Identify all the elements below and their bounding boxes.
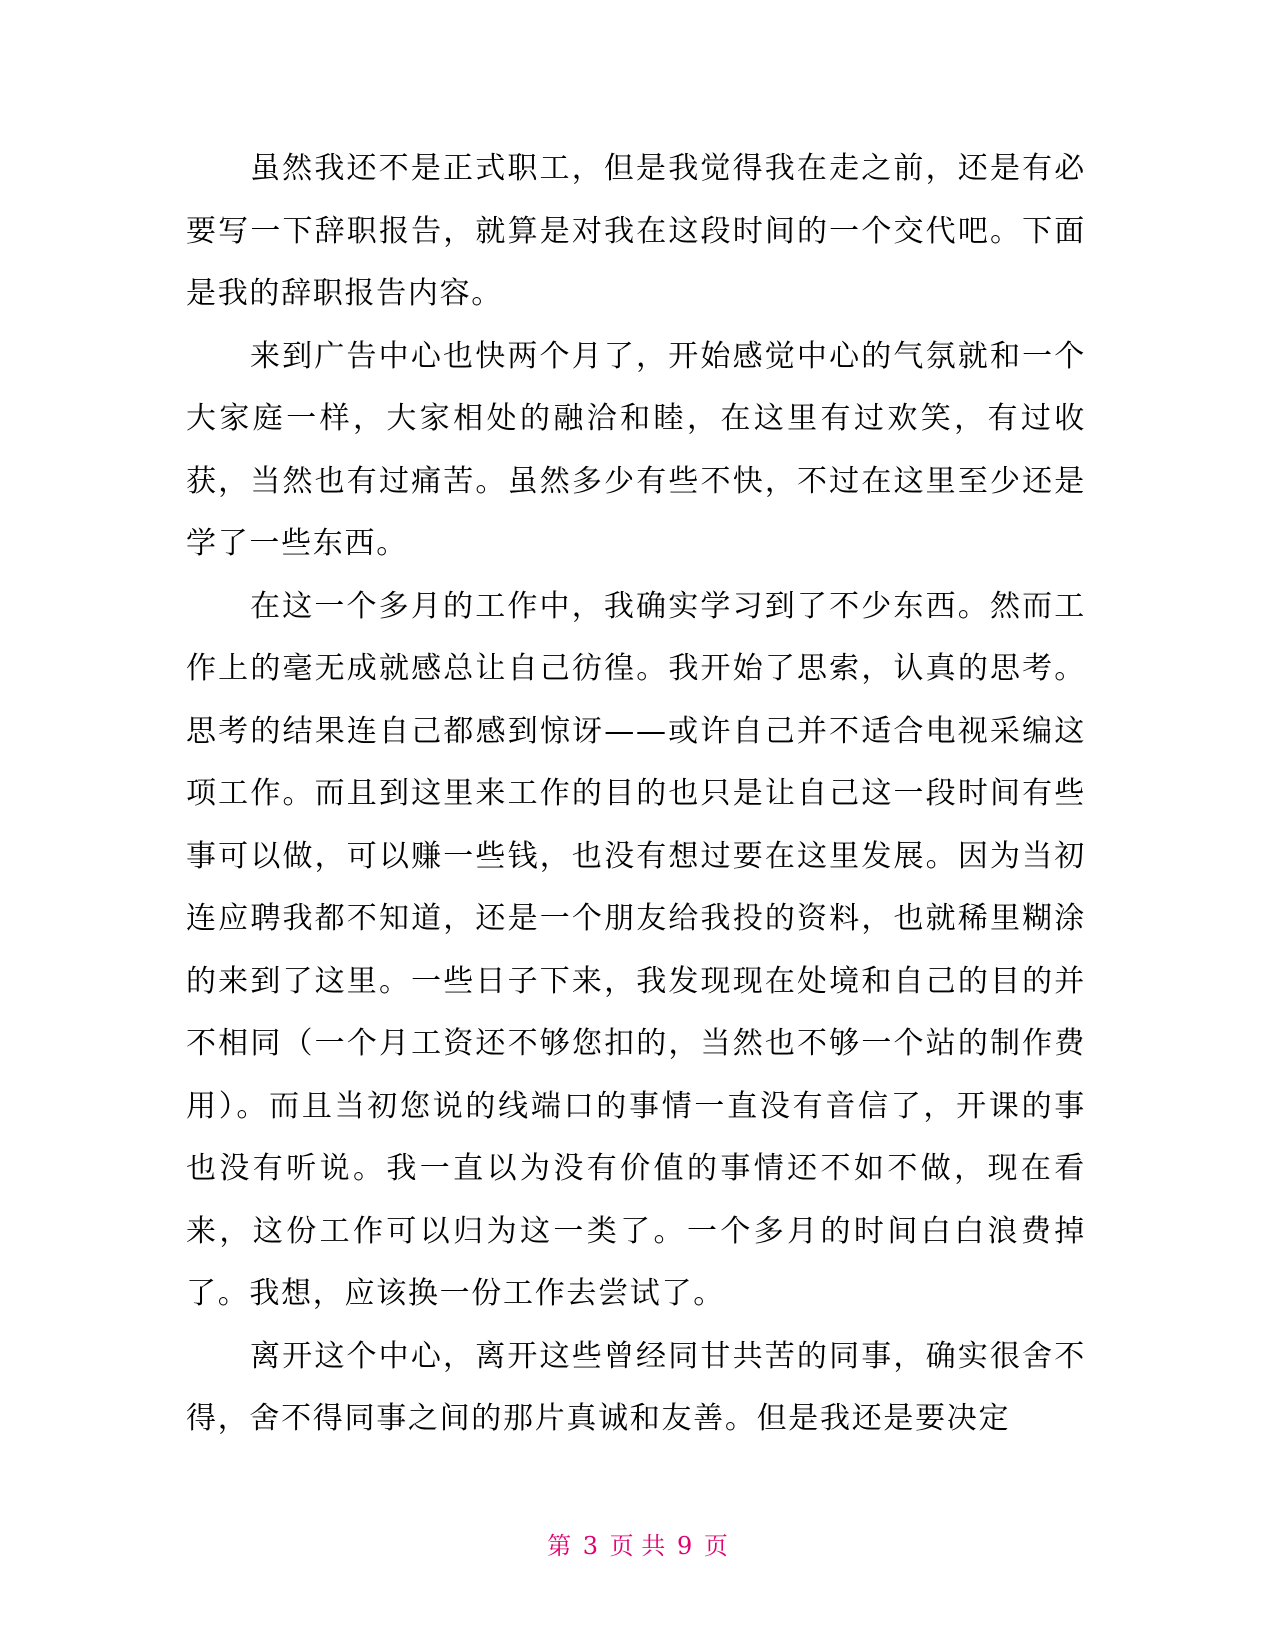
page-label-prefix: 第: [547, 1532, 572, 1560]
page-total: 9: [676, 1532, 693, 1560]
paragraph-4: 离开这个中心，离开这些曾经同甘共苦的同事，确实很舍不得，舍不得同事之间的那片真诚和友善。但是我还是要决定: [186, 1338, 1086, 1436]
page-current: 3: [582, 1532, 599, 1560]
document-body: [186, 138, 1086, 1451]
page-number-footer: [0, 1528, 1275, 1564]
page-label-suffix: 页: [703, 1532, 728, 1560]
paragraph-3: 在这一个多月的工作中，我确实学习到了不少东西。然而工作上的毫无成就感总让自己彷徨。我开始了思索，认真的思考。思考的结果连自己都感到惊讶——或许自己并不适合电视采编这项工作。而且到这里来工作的目的也只是让自己这一段时间有些事可以做，可以赚一些钱，也没有想过要在这里发展。因为当初连应聘我都不知道，还是一个朋友给我投的资料，也就稀里糊涂的来到了这里。一些日子下来，我发现现在处境和自己的目的并不相同（一个月工资还不够您扣的，当然也不够一个站的制作费用）。而且当初您说的线端口的事情一直没有音信了，开课的事也没有听说。我一直以为没有价值的事情还不如不做，现在看来，这份工作可以归为这一类了。一个多月的时间白白浪费掉了。我想，应该换一份工作去尝试了。: [186, 588, 1086, 1311]
paragraph-2: 来到广告中心也快两个月了，开始感觉中心的气氛就和一个大家庭一样，大家相处的融洽和睦，在这里有过欢笑，有过收获，当然也有过痛苦。虽然多少有些不快，不过在这里至少还是学了一些东西。: [186, 338, 1086, 561]
page-label-mid: 页 共: [609, 1532, 666, 1560]
paragraph-1: 虽然我还不是正式职工，但是我觉得我在走之前，还是有必要写一下辞职报告，就算是对我在这段时间的一个交代吧。下面是我的辞职报告内容。: [186, 151, 1086, 311]
